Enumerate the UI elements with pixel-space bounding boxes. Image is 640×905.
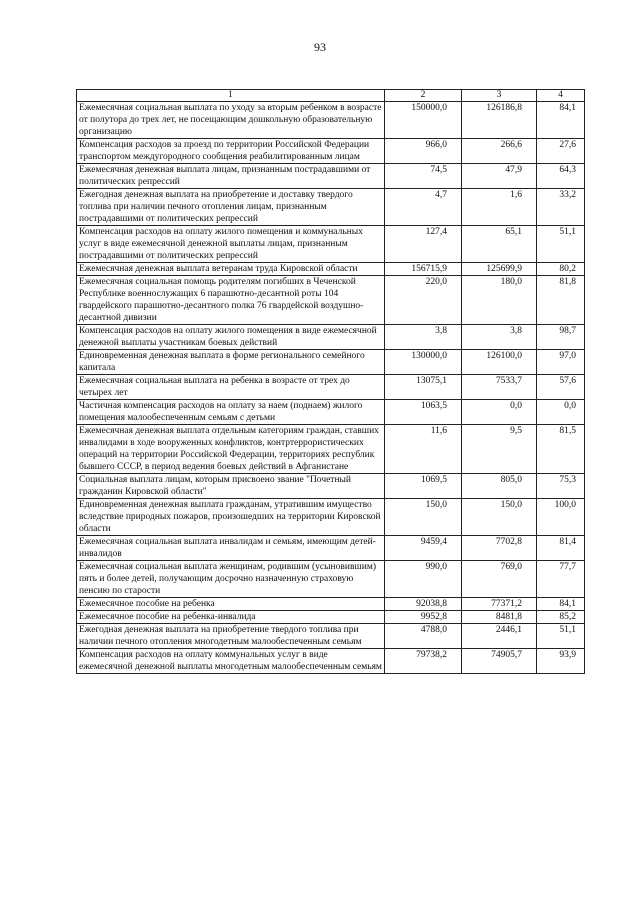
table-row — [77, 598, 585, 611]
planned-amount-cell: 74,5 — [385, 164, 462, 189]
percent-cell: 51,1 — [537, 226, 585, 263]
item-name-cell: Ежемесячная социальная выплата инвалидам и семьям, имеющим детей-инвалидов — [77, 536, 385, 561]
column-header-3: 3 — [462, 90, 537, 102]
item-name-cell: Ежегодная денежная выплата на приобретение и доставку твердого топлива при наличии печного отопления лицам, признанным пострадавшими от политических репрессий — [77, 189, 385, 226]
item-name-cell: Единовременная денежная выплата в форме регионального семейного капитала — [77, 350, 385, 375]
percent-cell: 85,2 — [537, 611, 585, 624]
planned-amount-cell: 130000,0 — [385, 350, 462, 375]
item-name-cell: Ежегодная денежная выплата на приобретение твердого топлива при наличии печного отопления многодетным малообеспеченным семьям — [77, 624, 385, 649]
actual-amount-cell: 7533,7 — [462, 375, 537, 400]
actual-amount-cell: 266,6 — [462, 139, 537, 164]
planned-amount-cell: 150,0 — [385, 499, 462, 536]
percent-cell: 57,6 — [537, 375, 585, 400]
table-row — [77, 325, 585, 350]
table-row — [77, 499, 585, 536]
actual-amount-cell: 7702,8 — [462, 536, 537, 561]
percent-cell: 100,0 — [537, 499, 585, 536]
table-row — [77, 350, 585, 375]
planned-amount-cell: 127,4 — [385, 226, 462, 263]
actual-amount-cell: 805,0 — [462, 474, 537, 499]
actual-amount-cell: 8481,8 — [462, 611, 537, 624]
item-name-cell: Ежемесячная денежная выплата ветеранам труда Кировской области — [77, 263, 385, 276]
item-name-cell: Компенсация расходов на оплату жилого помещения в виде ежемесячной денежной выплаты участникам боевых действий — [77, 325, 385, 350]
percent-cell: 51,1 — [537, 624, 585, 649]
percent-cell: 77,7 — [537, 561, 585, 598]
table-row — [77, 400, 585, 425]
page-number: 93 — [314, 40, 326, 54]
item-name-cell: Ежемесячная социальная выплата на ребенка в возрасте от трех до четырех лет — [77, 375, 385, 400]
table-row — [77, 561, 585, 598]
table-row — [77, 474, 585, 499]
planned-amount-cell: 4,7 — [385, 189, 462, 226]
table-row — [77, 102, 585, 139]
planned-amount-cell: 13075,1 — [385, 375, 462, 400]
table-row — [77, 189, 585, 226]
percent-cell: 84,1 — [537, 598, 585, 611]
actual-amount-cell: 65,1 — [462, 226, 537, 263]
actual-amount-cell: 180,0 — [462, 276, 537, 325]
actual-amount-cell: 3,8 — [462, 325, 537, 350]
percent-cell: 81,5 — [537, 425, 585, 474]
percent-cell: 27,6 — [537, 139, 585, 164]
percent-cell: 81,8 — [537, 276, 585, 325]
table-header-row — [77, 90, 585, 102]
actual-amount-cell: 2446,1 — [462, 624, 537, 649]
planned-amount-cell: 156715,9 — [385, 263, 462, 276]
actual-amount-cell: 126186,8 — [462, 102, 537, 139]
planned-amount-cell: 11,6 — [385, 425, 462, 474]
actual-amount-cell: 150,0 — [462, 499, 537, 536]
planned-amount-cell: 966,0 — [385, 139, 462, 164]
table-row — [77, 624, 585, 649]
item-name-cell: Компенсация расходов за проезд по территории Российской Федерации транспортом междугородного сообщения реабилитированным лицам — [77, 139, 385, 164]
planned-amount-cell: 3,8 — [385, 325, 462, 350]
column-header-2: 2 — [385, 90, 462, 102]
percent-cell: 93,9 — [537, 649, 585, 674]
planned-amount-cell: 990,0 — [385, 561, 462, 598]
planned-amount-cell: 92038,8 — [385, 598, 462, 611]
item-name-cell: Ежемесячная денежная выплата отдельным категориям граждан, ставших инвалидами в ходе вооруженных конфликтов, контртеррористических операций на территории Российской Федерации, территориях республик бывшего СССР, в период ведения боевых действий в Афганистане — [77, 425, 385, 474]
column-header-4: 4 — [537, 90, 585, 102]
table-row — [77, 611, 585, 624]
percent-cell: 75,3 — [537, 474, 585, 499]
item-name-cell: Компенсация расходов на оплату жилого помещения и коммунальных услуг в виде ежемесячной денежной выплаты лицам, признанным пострадавшими от политических репрессий — [77, 226, 385, 263]
actual-amount-cell: 47,9 — [462, 164, 537, 189]
column-header-1: 1 — [77, 90, 385, 102]
item-name-cell: Ежемесячное пособие на ребенка — [77, 598, 385, 611]
percent-cell: 97,0 — [537, 350, 585, 375]
percent-cell: 0,0 — [537, 400, 585, 425]
table-row — [77, 649, 585, 674]
item-name-cell: Компенсация расходов на оплату коммунальных услуг в виде ежемесячной денежной выплаты многодетным малообеспеченным семьям — [77, 649, 385, 674]
percent-cell: 98,7 — [537, 325, 585, 350]
table-row — [77, 139, 585, 164]
item-name-cell: Ежемесячная социальная выплата по уходу за вторым ребенком в возрасте от полутора до трех лет, не посещающим дошкольную образовательную организацию — [77, 102, 385, 139]
actual-amount-cell: 9,5 — [462, 425, 537, 474]
actual-amount-cell: 1,6 — [462, 189, 537, 226]
table-row — [77, 425, 585, 474]
item-name-cell: Ежемесячная социальная выплата женщинам, родившим (усыновившим) пять и более детей, получающим досрочно назначенную страховую пенсию по старости — [77, 561, 385, 598]
planned-amount-cell: 79738,2 — [385, 649, 462, 674]
table-row — [77, 536, 585, 561]
percent-cell: 64,3 — [537, 164, 585, 189]
percent-cell: 84,1 — [537, 102, 585, 139]
item-name-cell: Ежемесячная денежная выплата лицам, признанным пострадавшими от политических репрессий — [77, 164, 385, 189]
table-row — [77, 375, 585, 400]
planned-amount-cell: 9952,8 — [385, 611, 462, 624]
actual-amount-cell: 74905,7 — [462, 649, 537, 674]
planned-amount-cell: 9459,4 — [385, 536, 462, 561]
planned-amount-cell: 1069,5 — [385, 474, 462, 499]
actual-amount-cell: 0,0 — [462, 400, 537, 425]
budget-table — [76, 89, 585, 674]
actual-amount-cell: 126100,0 — [462, 350, 537, 375]
item-name-cell: Ежемесячное пособие на ребенка-инвалида — [77, 611, 385, 624]
item-name-cell: Социальная выплата лицам, которым присвоено звание "Почетный гражданин Кировской области" — [77, 474, 385, 499]
actual-amount-cell: 77371,2 — [462, 598, 537, 611]
percent-cell: 80,2 — [537, 263, 585, 276]
percent-cell: 81,4 — [537, 536, 585, 561]
item-name-cell: Частичная компенсация расходов на оплату за наем (поднаем) жилого помещения малообеспеченным семьям с детьми — [77, 400, 385, 425]
item-name-cell: Единовременная денежная выплата гражданам, утратившим имущество вследствие природных пожаров, произошедших на территории Кировской области — [77, 499, 385, 536]
actual-amount-cell: 125699,9 — [462, 263, 537, 276]
table-row — [77, 263, 585, 276]
planned-amount-cell: 4788,0 — [385, 624, 462, 649]
planned-amount-cell: 150000,0 — [385, 102, 462, 139]
planned-amount-cell: 1063,5 — [385, 400, 462, 425]
table-row — [77, 164, 585, 189]
table-body — [77, 102, 585, 674]
table-row — [77, 226, 585, 263]
item-name-cell: Ежемесячная социальная помощь родителям погибших в Чеченской Республике военнослужащих 6 парашютно-десантной роты 104 гвардейского парашютно-десантного полка 76 гвардейской воздушно-десантной дивизии — [77, 276, 385, 325]
percent-cell: 33,2 — [537, 189, 585, 226]
planned-amount-cell: 220,0 — [385, 276, 462, 325]
actual-amount-cell: 769,0 — [462, 561, 537, 598]
table-row — [77, 276, 585, 325]
